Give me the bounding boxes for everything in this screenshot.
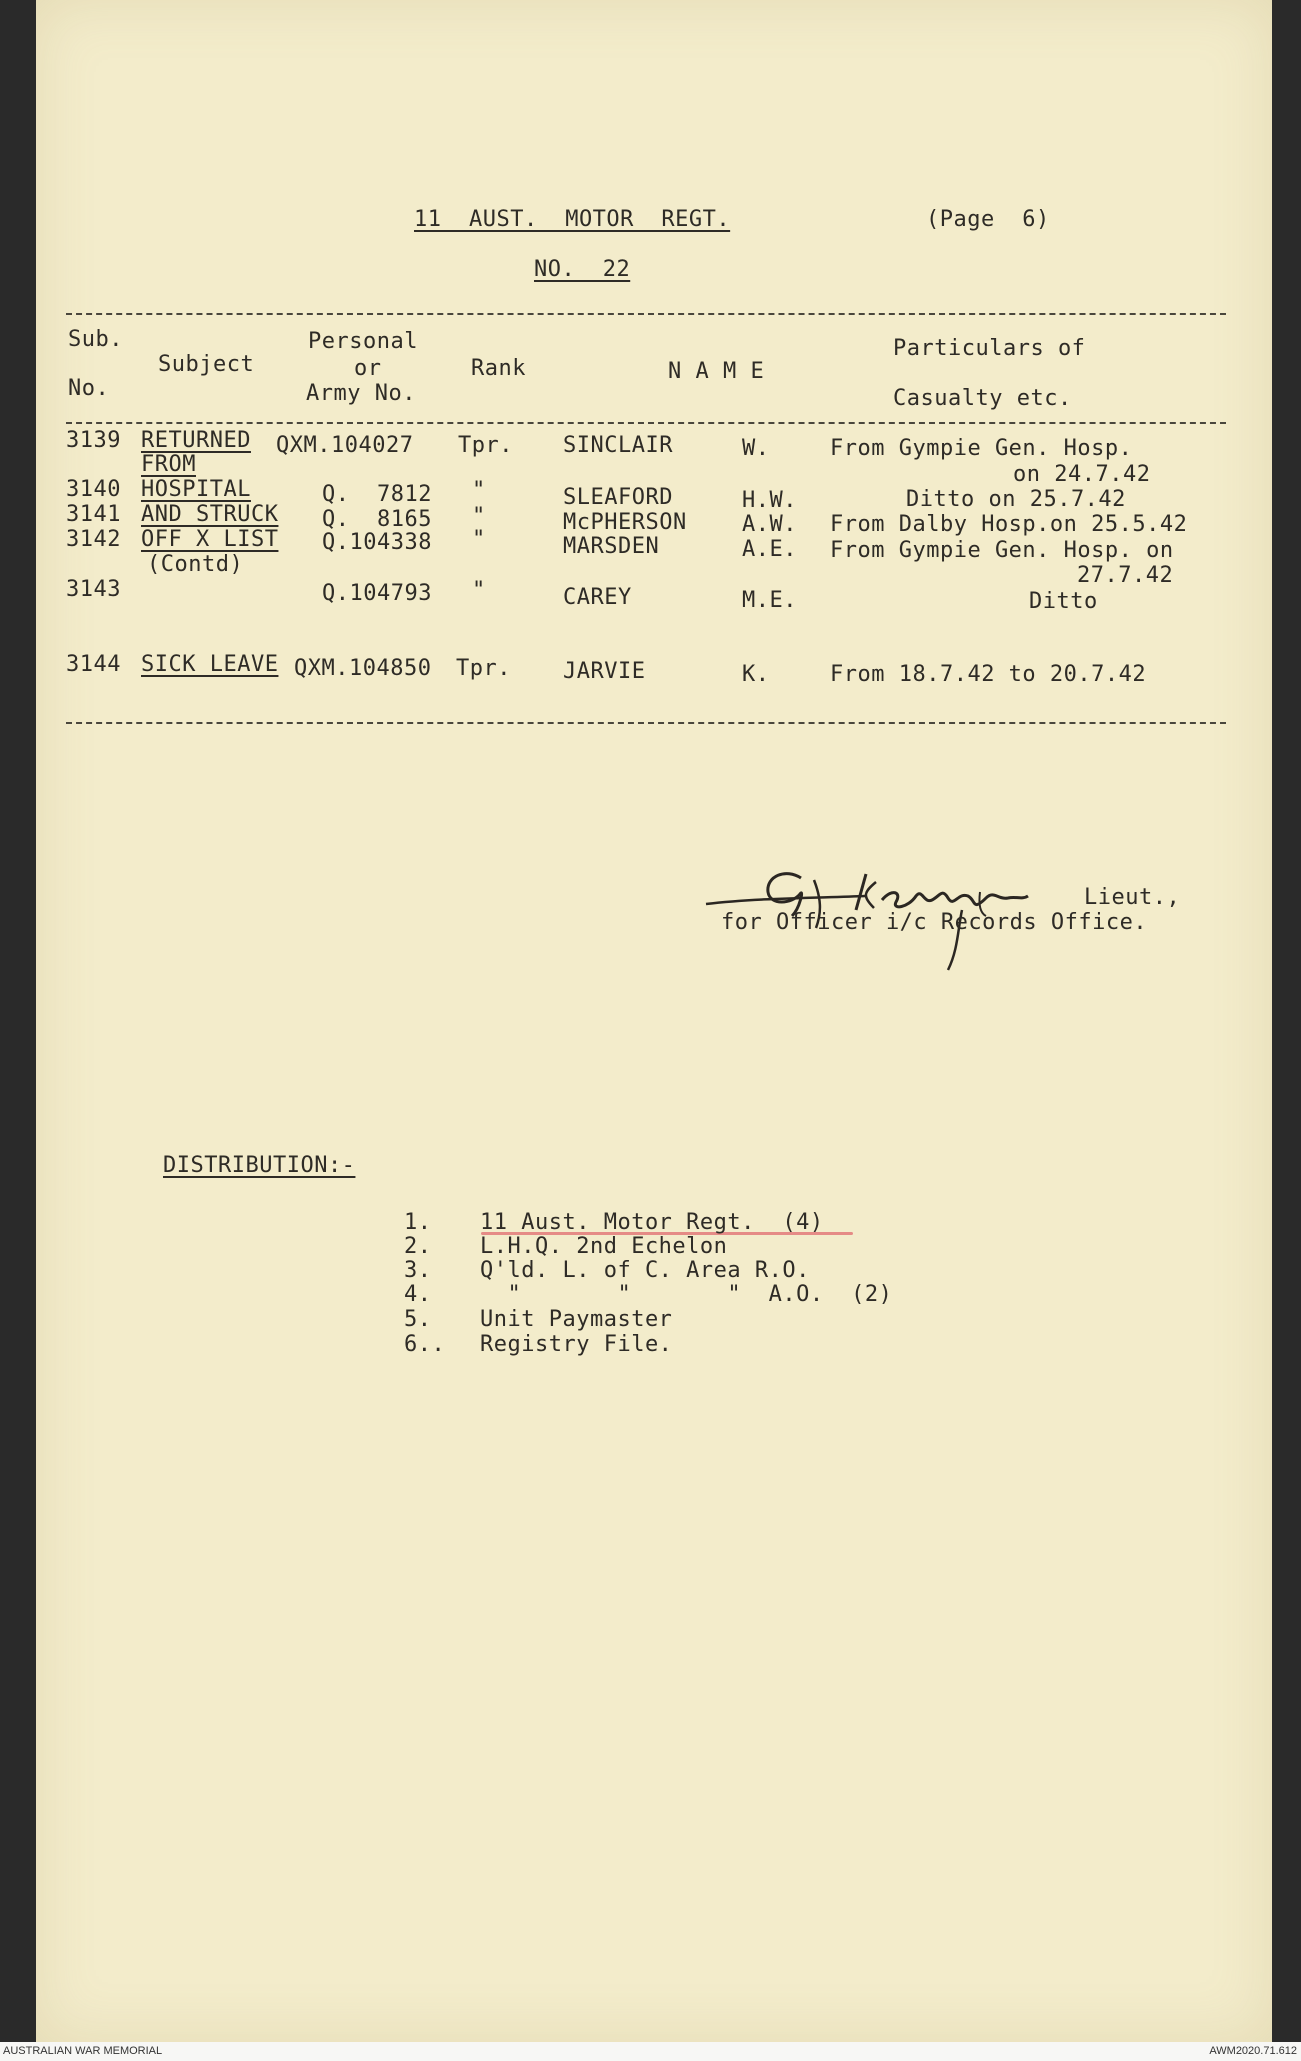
row-rank: " bbox=[472, 478, 486, 503]
row-army-no: Q.104338 bbox=[322, 530, 432, 555]
row-particulars: Ditto bbox=[1029, 589, 1098, 614]
row-surname: MARSDEN bbox=[563, 534, 660, 559]
col-rank: Rank bbox=[471, 356, 526, 381]
archive-footer bbox=[0, 2042, 1301, 2061]
bottom-rule bbox=[66, 722, 1226, 724]
col-or: or bbox=[354, 356, 382, 381]
row-sub-no: 3140 bbox=[66, 477, 121, 502]
subject-line: RETURNED bbox=[141, 428, 251, 453]
subject-line: FROM bbox=[141, 452, 196, 477]
distribution-item: Unit Paymaster bbox=[480, 1307, 673, 1332]
subject-line: (Contd) bbox=[147, 552, 244, 577]
archive-name: AUSTRALIAN WAR MEMORIAL bbox=[3, 2045, 163, 2057]
distribution-num: 4. bbox=[404, 1282, 432, 1307]
row-particulars-cont: on 24.7.42 bbox=[1013, 462, 1151, 487]
signer-rank: Lieut., bbox=[1084, 885, 1181, 910]
subject-line: HOSPITAL bbox=[141, 477, 251, 502]
row-initials: W. bbox=[742, 436, 770, 461]
distribution-heading: DISTRIBUTION:- bbox=[163, 1153, 356, 1178]
row-particulars: From Gympie Gen. Hosp. bbox=[830, 436, 1133, 461]
distribution-item: " " " A.O. (2) bbox=[480, 1282, 893, 1307]
row-surname: CAREY bbox=[563, 585, 632, 610]
row-rank: " bbox=[472, 504, 486, 529]
distribution-num: 6.. bbox=[404, 1332, 446, 1357]
distribution-num: 1. bbox=[404, 1210, 432, 1235]
subject-line: AND STRUCK bbox=[141, 502, 279, 527]
distribution-item: L.H.Q. 2nd Echelon bbox=[480, 1234, 728, 1259]
distribution-item: Registry File. bbox=[480, 1332, 673, 1357]
col-sub: Sub. bbox=[68, 327, 123, 352]
distribution-num: 2. bbox=[404, 1234, 432, 1259]
document-page bbox=[36, 0, 1272, 2042]
row-particulars: From 18.7.42 to 20.7.42 bbox=[830, 662, 1147, 687]
row-surname: SINCLAIR bbox=[563, 433, 673, 458]
row-particulars: Ditto on 25.7.42 bbox=[906, 487, 1126, 512]
row-initials: H.W. bbox=[742, 488, 797, 513]
row-sub-no: 3143 bbox=[66, 577, 121, 602]
row-rank: " bbox=[472, 578, 486, 603]
row-army-no: Q. 7812 bbox=[322, 482, 432, 507]
signer-office: for Officer i/c Records Office. bbox=[721, 910, 1148, 935]
row-particulars: From Dalby Hosp.on 25.5.42 bbox=[830, 512, 1188, 537]
row-surname: JARVIE bbox=[563, 659, 646, 684]
page-number: (Page 6) bbox=[926, 207, 1050, 232]
distribution-item: 11 Aust. Motor Regt. (4) bbox=[480, 1210, 824, 1235]
row-sub-no: 3142 bbox=[66, 527, 121, 552]
row-particulars-cont: 27.7.42 bbox=[1077, 563, 1174, 588]
row-sub-no: 3144 bbox=[66, 652, 121, 677]
distribution-item: Q'ld. L. of C. Area R.O. bbox=[480, 1258, 810, 1283]
row-surname: SLEAFORD bbox=[563, 485, 673, 510]
col-subject: Subject bbox=[158, 352, 255, 377]
col-army-no: Army No. bbox=[306, 381, 416, 406]
subject-line: SICK LEAVE bbox=[141, 652, 279, 677]
row-particulars: From Gympie Gen. Hosp. on bbox=[830, 538, 1174, 563]
col-particulars: Particulars of bbox=[893, 336, 1086, 361]
col-casualty: Casualty etc. bbox=[893, 386, 1072, 411]
row-rank: Tpr. bbox=[458, 433, 513, 458]
top-rule bbox=[66, 313, 1226, 315]
col-no: No. bbox=[68, 376, 110, 401]
row-sub-no: 3139 bbox=[66, 428, 121, 453]
row-army-no: QXM.104850 bbox=[294, 656, 432, 681]
row-initials: K. bbox=[742, 662, 770, 687]
distribution-num: 5. bbox=[404, 1307, 432, 1332]
header-rule bbox=[66, 422, 1226, 424]
document-number: NO. 22 bbox=[534, 257, 631, 282]
row-rank: " bbox=[472, 527, 486, 552]
row-sub-no: 3141 bbox=[66, 502, 121, 527]
distribution-num: 3. bbox=[404, 1258, 432, 1283]
col-name: N A M E bbox=[668, 359, 765, 384]
row-initials: M.E. bbox=[742, 588, 797, 613]
unit-title: 11 AUST. MOTOR REGT. bbox=[414, 207, 731, 232]
row-army-no: Q. 8165 bbox=[322, 507, 432, 532]
archive-reference: AWM2020.71.612 bbox=[1209, 2045, 1297, 2057]
row-initials: A.E. bbox=[742, 537, 797, 562]
row-army-no: QXM.104027 bbox=[276, 433, 414, 458]
row-initials: A.W. bbox=[742, 512, 797, 537]
row-surname: McPHERSON bbox=[563, 510, 687, 535]
row-rank: Tpr. bbox=[456, 656, 511, 681]
subject-line: OFF X LIST bbox=[141, 527, 279, 552]
col-personal: Personal bbox=[308, 329, 418, 354]
row-army-no: Q.104793 bbox=[322, 581, 432, 606]
